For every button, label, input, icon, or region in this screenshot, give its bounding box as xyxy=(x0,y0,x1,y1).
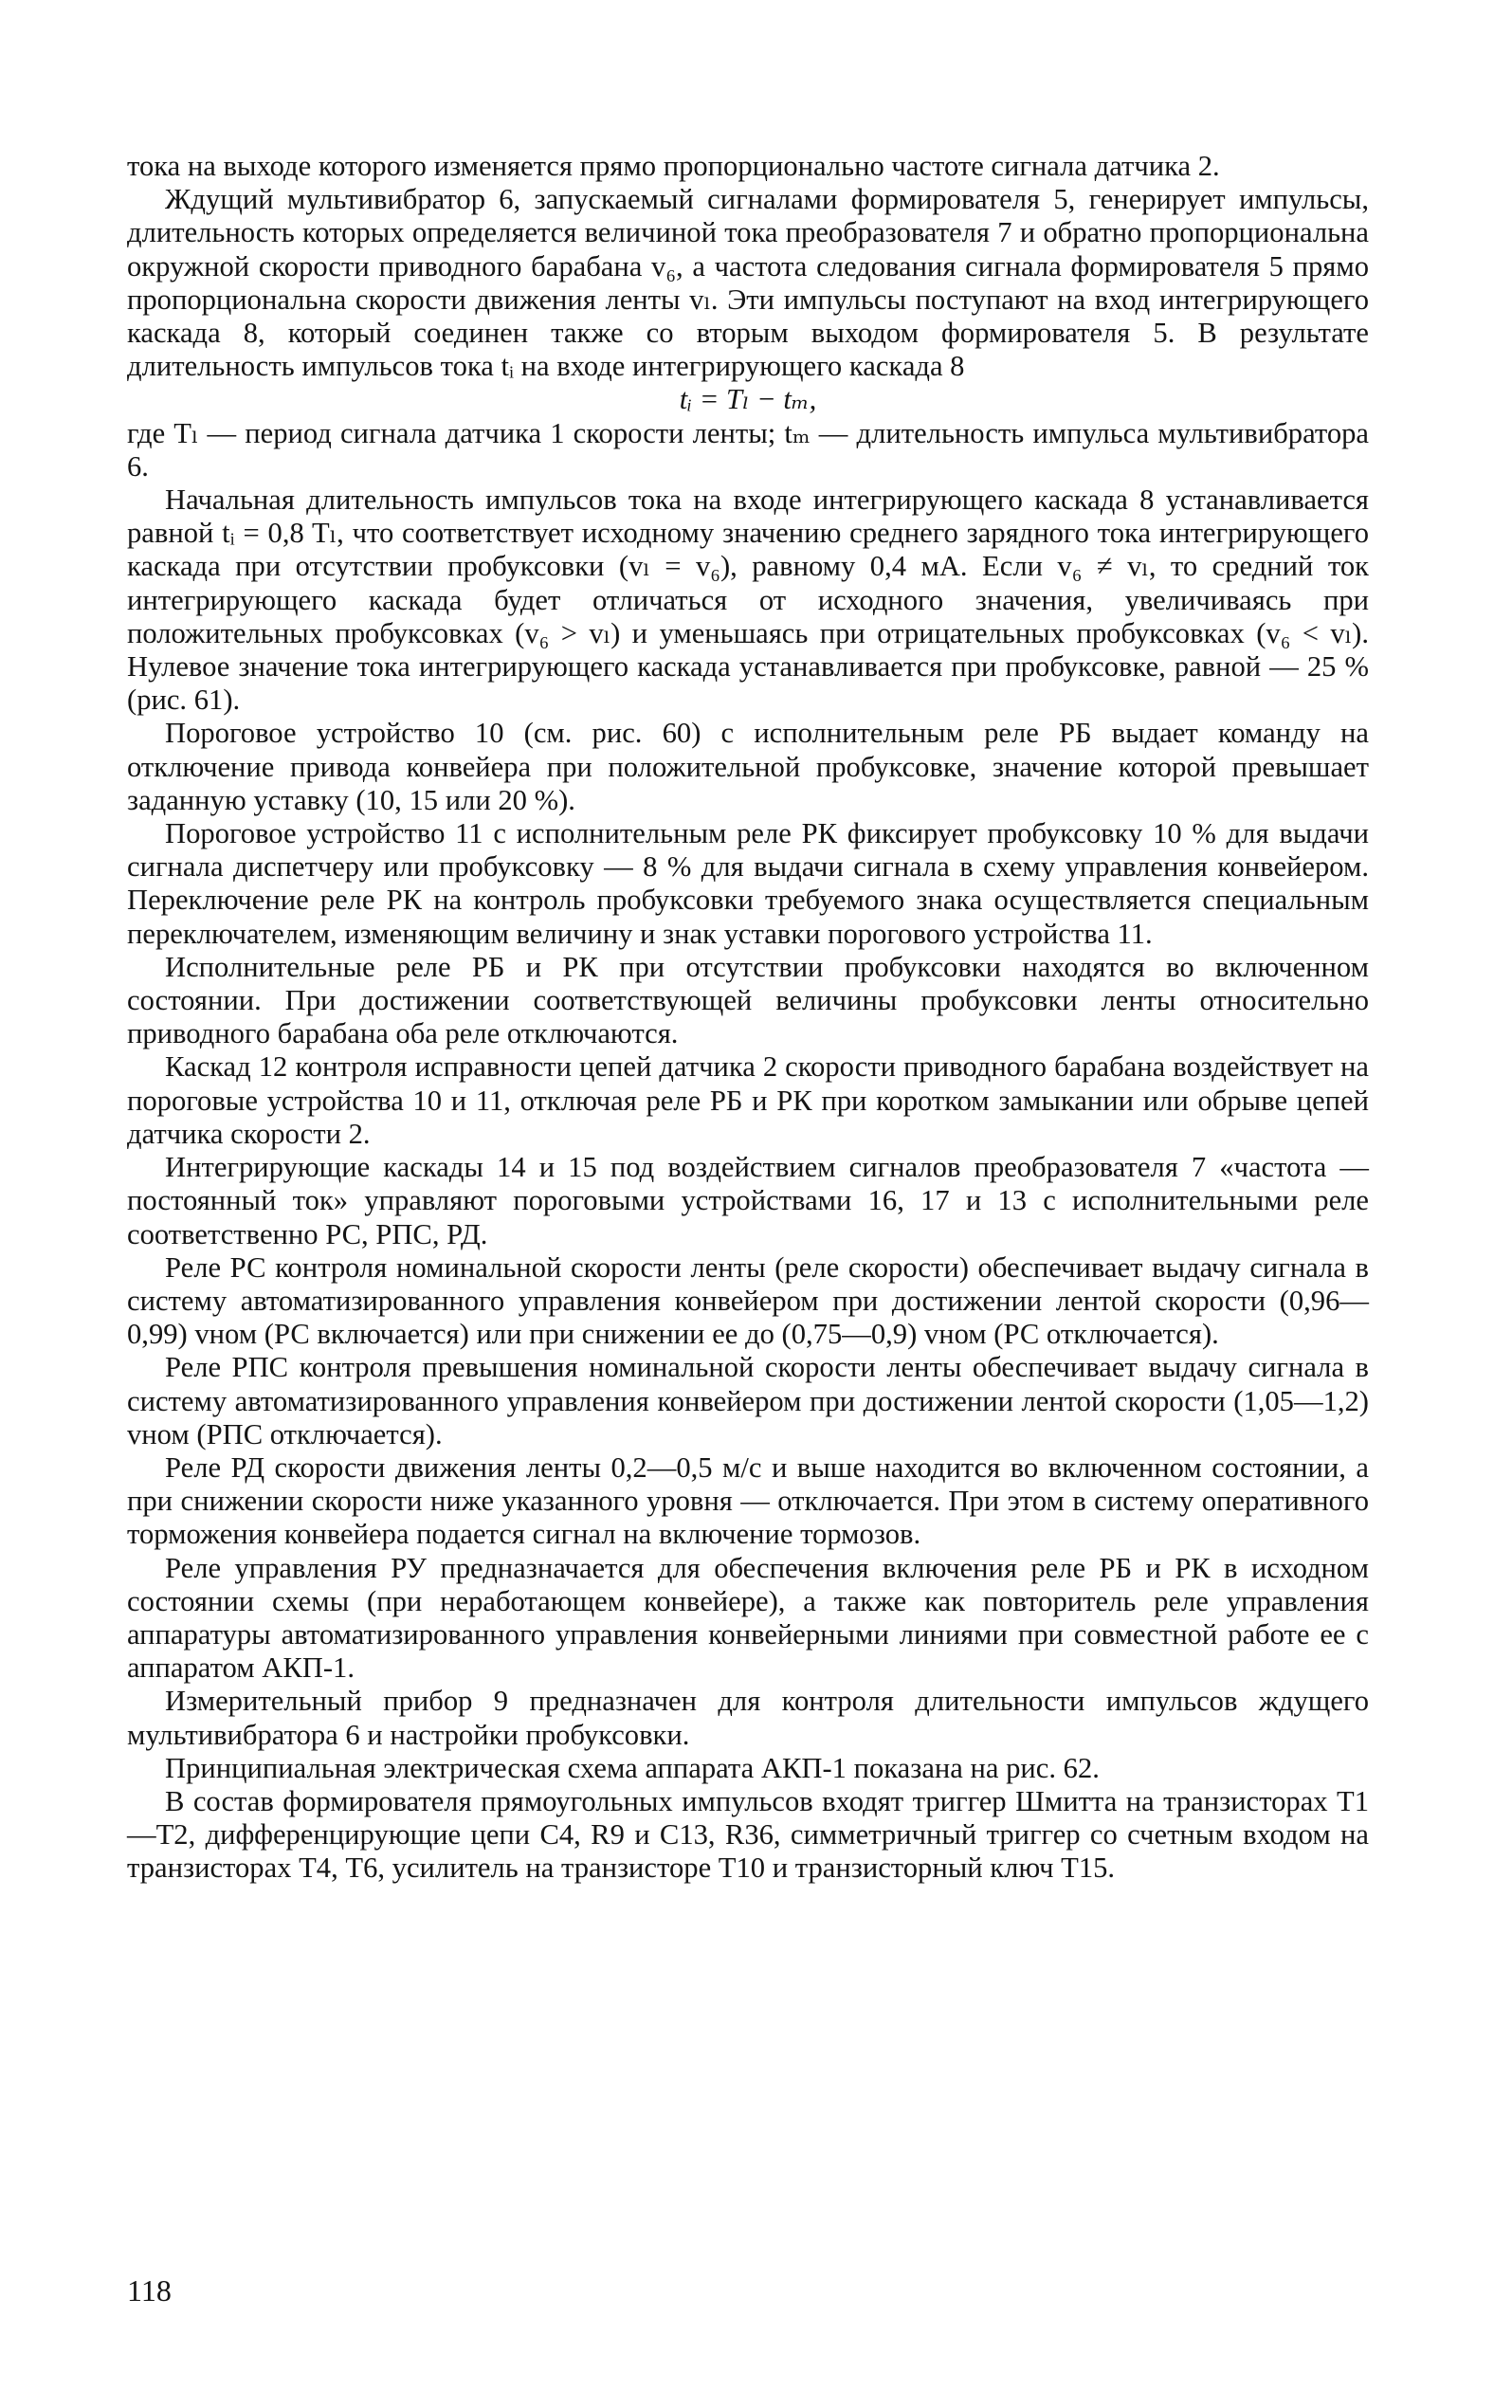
paragraph-3: где Tₗ — период сигнала датчика 1 скорости ленты; tₘ — длительность импульса мультивибратора 6. xyxy=(127,416,1369,483)
paragraph-7: Исполнительные реле РБ и РК при отсутствии пробуксовки находятся во включенном состоянии. При достижении соответствующей величины пробуксовки ленты относительно приводного барабана оба реле отключаются. xyxy=(127,950,1369,1050)
paragraph-16: В состав формирователя прямоугольных импульсов входят триггер Шмитта на транзисторах Т1—Т2, дифференцирующие цепи С4, R9 и С13, R36, симметричный триггер со счетным входом на транзисторах Т4, Т6, усилитель на транзисторе Т10 и транзисторный ключ Т15. xyxy=(127,1784,1369,1885)
paragraph-6: Пороговое устройство 11 с исполнительным реле РК фиксирует пробуксовку 10 % для выдачи сигнала диспетчеру или пробуксовку — 8 % для выдачи сигнала в схему управления конвейером. Переключение реле РК на контроль пробуксовки требуемого знака осуществляется специальным переключателем, изменяющим величину и знак уставки порогового устройства 11. xyxy=(127,817,1369,950)
paragraph-15: Принципиальная электрическая схема аппарата АКП-1 показана на рис. 62. xyxy=(165,1751,1100,1784)
paragraph-10: Реле РС контроля номинальной скорости ленты (реле скорости) обеспечивает выдачу сигнала в систему автоматизированного управления конвейером при достижении лентой скорости (0,96— 0,99) vном (РС включается) или при снижении ее до (0,75—0,9) vном (РС отключается). xyxy=(127,1250,1369,1351)
page-text xyxy=(127,150,1369,1886)
paragraph-13: Реле управления РУ предназначается для обеспечения включения реле РБ и РК в исходном состоянии схемы (при неработающем конвейере), а также как повторитель реле управления аппаратуры автоматизированного управления конвейерными линиями при совместной работе ее с аппаратом АКП-1. xyxy=(127,1551,1369,1685)
paragraph-8: Каскад 12 контроля исправности цепей датчика 2 скорости приводного барабана воздействует на пороговые устройства 10 и 11, отключая реле РБ и РК при коротком замыкании или обрыве цепей датчика скорости 2. xyxy=(127,1050,1369,1150)
paragraph-11: Реле РПС контроля превышения номинальной скорости ленты обеспечивает выдачу сигнала в систему автоматизированного управления конвейером при достижении лентой скорости (1,05—1,2) vном (РПС отключается). xyxy=(127,1351,1369,1450)
paragraph-9: Интегрирующие каскады 14 и 15 под воздействием сигналов преобразователя 7 «частота — постоянный ток» управляют пороговыми устройствами 16, 17 и 13 с исполнительными реле соответственно РС, РПС, РД. xyxy=(127,1151,1369,1250)
paragraph-2: Ждущий мультивибратор 6, запускаемый сигналами формирователя 5, генерирует импульсы, длительность которых определяется величиной тока преобразователя 7 и обратно пропорциональна окружной скорости приводного барабана v₆, а частота следования сигнала формирователя 5 прямо пропорциональна скорости движения ленты vₗ. Эти импульсы поступают на вход интегрирующего каскада 8, который соединен также со вторым выходом формирователя 5. В результате длительность импульсов тока tᵢ на входе интегрирующего каскада 8 xyxy=(127,183,1369,383)
formula: tᵢ = Tₗ − tₘ, xyxy=(679,383,817,416)
paragraph-1: тока на выходе которого изменяется прямо пропорционально частоте сигнала датчика 2. xyxy=(127,150,1220,182)
paragraph-5: Пороговое устройство 10 (см. рис. 60) с исполнительным реле РБ выдает команду на отключение привода конвейера при положительной пробуксовке, значение которой превышает заданную уставку (10, 15 или 20 %). xyxy=(127,717,1369,816)
paragraph-12: Реле РД скорости движения ленты 0,2—0,5 м/с и выше находится во включенном состоянии, а при снижении скорости ниже указанного уровня — отключается. При этом в систему оперативного торможения конвейера подается сигнал на включение тормозов. xyxy=(127,1450,1369,1551)
page-number: 118 xyxy=(127,2273,172,2308)
paragraph-14: Измерительный прибор 9 предназначен для контроля длительности импульсов ждущего мультивибратора 6 и настройки пробуксовки. xyxy=(127,1685,1369,1751)
paragraph-4: Начальная длительность импульсов тока на входе интегрирующего каскада 8 устанавливается равной tᵢ = 0,8 Tₗ, что соответствует исходному значению среднего зарядного тока интегрирующего каскада при отсутствии пробуксовки (vₗ = v₆), равному 0,4 мА. Если v₆ ≠ vₗ, то средний ток интегрирующего каскада будет отличаться от исходного значения, увеличиваясь при положительных пробуксовках (v₆ > vₗ) и уменьшаясь при отрицательных пробуксовках (v₆ < vₗ). Нулевое значение тока интегрирующего каскада устанавливается при пробуксовке, равной — 25 % (рис. 61). xyxy=(127,483,1369,717)
